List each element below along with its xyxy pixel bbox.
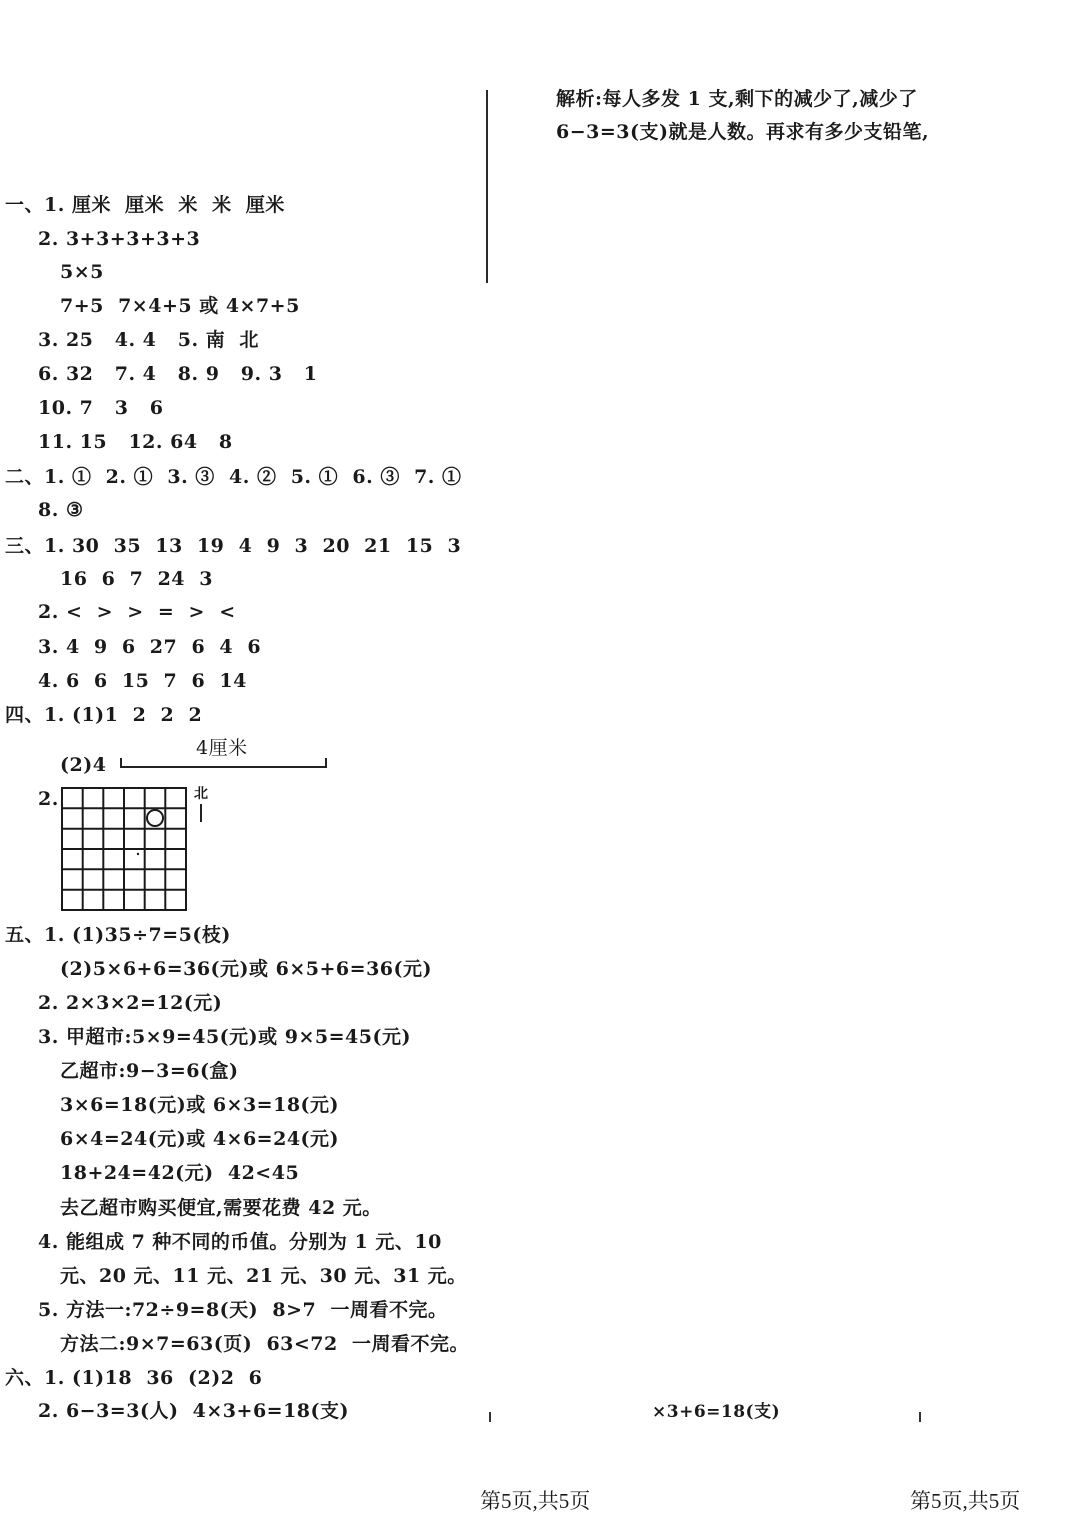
- answer-line: 11. 15 12. 64 8: [38, 431, 233, 453]
- answer-line: 3. 25 4. 4 5. 南 北: [38, 329, 259, 351]
- answer-line: 一、1. 厘米 厘米 米 米 厘米: [5, 194, 285, 216]
- answer-line: 方法二:9×7=63(页) 63<72 一周看不完。: [60, 1333, 469, 1355]
- answer-line: (2)5×6+6=36(元)或 6×5+6=36(元): [60, 958, 432, 980]
- page-number-left: 第5页,共5页: [480, 1489, 591, 1513]
- position-grid: [60, 786, 190, 914]
- answer-line: 18+24=42(元) 42<45: [60, 1162, 300, 1184]
- answer-line: 7+5 7×4+5 或 4×7+5: [60, 295, 300, 317]
- answer-line: 5. 方法一:72÷9=8(天) 8>7 一周看不完。: [38, 1299, 448, 1321]
- ruler-label: 4厘米: [196, 737, 248, 759]
- grid-dot: [137, 853, 139, 855]
- answer-line: 2. 6−3=3(人) 4×3+6=18(支): [38, 1400, 349, 1422]
- answer-line: (2)4: [60, 754, 107, 776]
- answer-line: 6×4=24(元)或 4×6=24(元): [60, 1128, 340, 1150]
- answer-line: 4. 能组成 7 种不同的币值。分别为 1 元、10: [38, 1231, 442, 1253]
- answer-line: 3. 4 9 6 27 6 4 6: [38, 636, 262, 658]
- answer-line: 2.: [38, 788, 59, 810]
- north-arrow: [200, 804, 202, 822]
- answer-line: 16 6 7 24 3: [60, 568, 213, 590]
- answer-line: 5×5: [60, 261, 104, 283]
- answer-line: 六、1. (1)18 36 (2)2 6: [5, 1367, 263, 1389]
- ruler-line: [120, 766, 327, 768]
- scan-mark: [919, 1412, 921, 1422]
- scan-mark: [489, 1412, 491, 1422]
- answer-line: 五、1. (1)35÷7=5(枝): [5, 924, 231, 946]
- ruler-cap-left: [120, 758, 122, 768]
- answer-line: 8. ③: [38, 499, 84, 521]
- answer-line: 6. 32 7. 4 8. 9 9. 3 1: [38, 363, 318, 385]
- answer-line: 2. 2×3×2=12(元): [38, 992, 223, 1014]
- answer-line: 三、1. 30 35 13 19 4 9 3 20 21 15 3: [5, 535, 462, 557]
- answer-line: 3×6=18(元)或 6×3=18(元): [60, 1094, 340, 1116]
- answer-line: 四、1. (1)1 2 2 2: [5, 704, 203, 726]
- grid-circle-marker: [147, 810, 163, 826]
- column-divider: [486, 90, 488, 283]
- page-number-right: 第5页,共5页: [910, 1489, 1021, 1513]
- north-label: 北: [194, 786, 209, 802]
- explanation-fragment: ×3+6=18(支): [652, 1402, 781, 1422]
- answer-line: 2. < > > = > <: [38, 601, 236, 623]
- answer-line: 去乙超市购买便宜,需要花费 42 元。: [60, 1197, 382, 1219]
- ruler-cap-right: [325, 758, 327, 768]
- answer-line: 二、1. ① 2. ① 3. ③ 4. ② 5. ① 6. ③ 7. ①: [5, 466, 462, 488]
- answer-line: 3. 甲超市:5×9=45(元)或 9×5=45(元): [38, 1026, 411, 1048]
- answer-line: 10. 7 3 6: [38, 397, 164, 419]
- answer-line: 元、20 元、11 元、21 元、30 元、31 元。: [60, 1265, 467, 1287]
- explanation-line: 解析:每人多发 1 支,剩下的减少了,减少了: [556, 88, 918, 110]
- explanation-line: 6−3=3(支)就是人数。再求有多少支铅笔,: [556, 121, 930, 143]
- answer-line: 乙超市:9−3=6(盒): [60, 1060, 239, 1082]
- answer-line: 4. 6 6 15 7 6 14: [38, 670, 247, 692]
- answer-line: 2. 3+3+3+3+3: [38, 228, 201, 250]
